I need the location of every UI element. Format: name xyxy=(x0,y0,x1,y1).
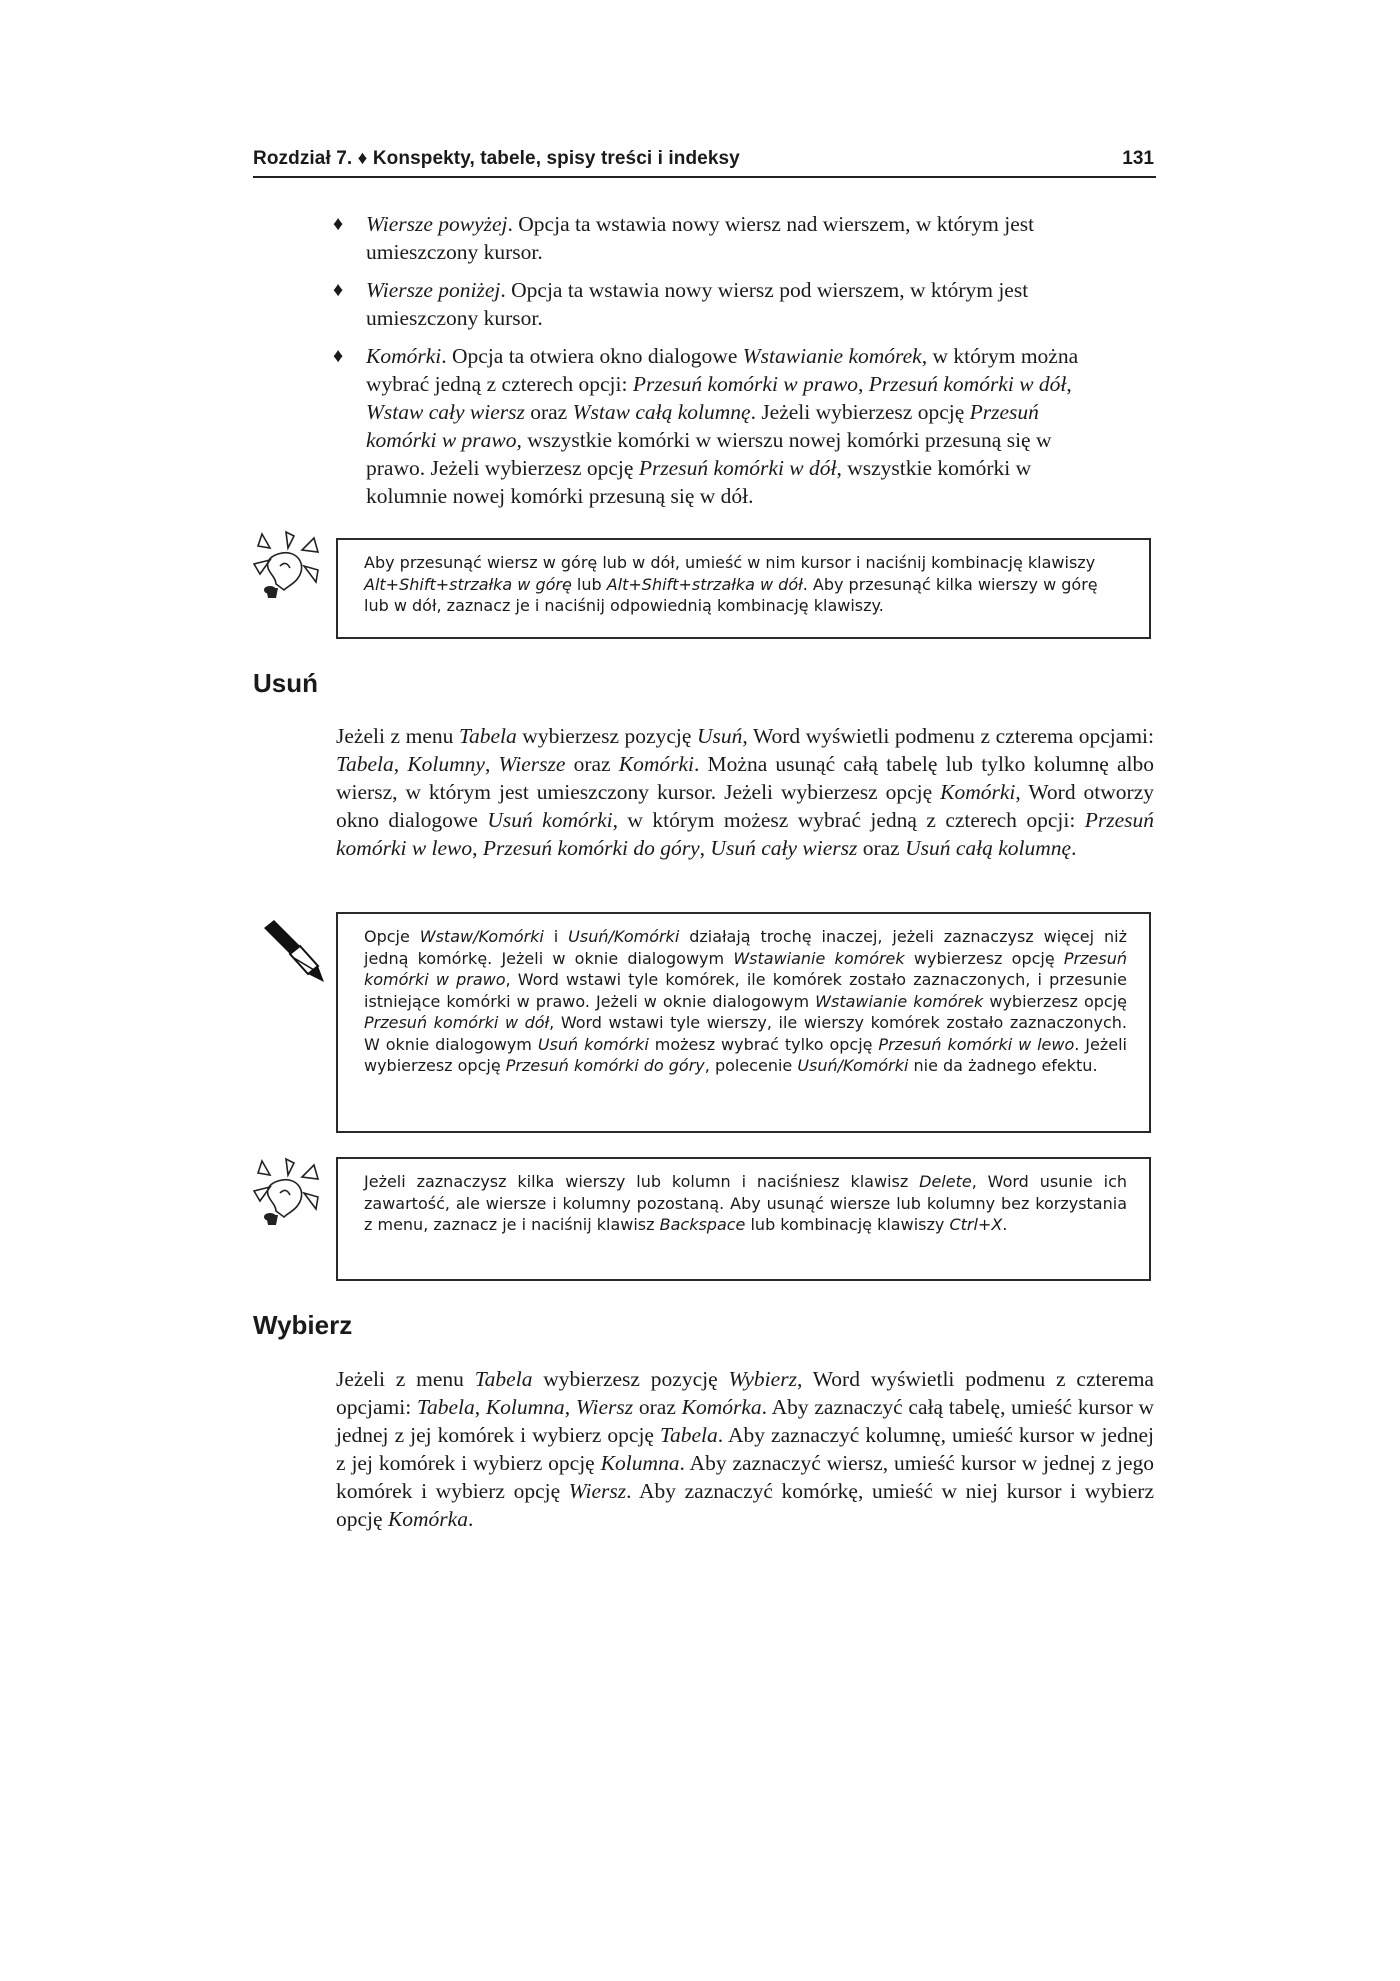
diamond-bullet-icon: ♦ xyxy=(333,345,344,367)
text-run: , xyxy=(474,1395,486,1419)
bullet-term: Wiersze poniżej xyxy=(366,278,501,302)
text-run: wybierzesz pozycję xyxy=(516,724,697,748)
text-run: , xyxy=(393,752,408,776)
text-run: lub kombinację klawiszy xyxy=(745,1215,950,1234)
text-run: , xyxy=(472,836,483,860)
list-item: ♦ Wiersze powyżej. Opcja ta wstawia nowy wiersz nad wierszem, w którym jest umieszczony kursor. xyxy=(333,212,1035,264)
text-run: , Word wyświetli podmenu z czterema opcjami: xyxy=(742,724,1154,748)
text-run: nie da żadnego efektu. xyxy=(908,1056,1098,1075)
italic-term: Wstaw/Komórki xyxy=(419,927,544,946)
italic-term: Przesuń komórki w prawo xyxy=(364,948,1128,989)
italic-term: Przesuń komórki do góry xyxy=(505,1056,705,1075)
text-run: wybierzesz pozycję xyxy=(532,1367,729,1391)
italic-term: Usuń/Komórki xyxy=(797,1056,909,1075)
italic-term: Usuń komórki xyxy=(487,808,613,832)
italic-term: Kolumna xyxy=(600,1451,680,1475)
bullet-term: Wiersze powyżej xyxy=(366,212,508,236)
text-run: , Word wstawi tyle wierszy, ile wierszy komórek zostało zaznaczonych. W oknie dialogowym xyxy=(364,1013,1128,1054)
text-run: i xyxy=(543,927,569,946)
italic-term: Wiersz xyxy=(575,1395,634,1419)
italic-term: Komórki xyxy=(940,780,1016,804)
italic-term: Ctrl+X xyxy=(949,1215,1003,1234)
italic-term: Wstawianie komórek xyxy=(733,948,905,968)
chapter-title: Rozdział 7. ♦ Konspekty, tabele, spisy treści i indeksy xyxy=(253,148,740,169)
bullet-term: Komórki xyxy=(366,344,442,368)
text-run: . Jeżeli wybierzesz opcję xyxy=(364,1034,1127,1075)
text-run: Jeżeli zaznaczysz kilka wierszy lub kolumn i naciśniesz klawisz xyxy=(364,1172,920,1191)
italic-term: Usuń cały wiersz xyxy=(710,836,858,860)
list-item: ♦ Wiersze poniżej. Opcja ta wstawia nowy wiersz pod wierszem, w którym jest umieszczony kursor. xyxy=(333,278,1029,330)
section-heading: Wybierz xyxy=(253,1310,353,1340)
text-run: , w którym możesz wybrać jedną z czterech opcji: xyxy=(612,808,1085,832)
italic-term: Kolumna xyxy=(485,1395,565,1419)
italic-term: Usuń całą kolumnę xyxy=(905,836,1072,860)
text-run: Opcje xyxy=(364,927,420,946)
italic-term: Tabela xyxy=(660,1423,718,1447)
text-run: , xyxy=(564,1395,576,1419)
text-run: . Aby zaznaczyć komórkę, umieść w niej kursor i wybierz opcję xyxy=(336,1479,1154,1531)
text-run: oraz xyxy=(565,752,619,776)
body-paragraph xyxy=(336,722,1154,862)
text-run: . xyxy=(1002,1215,1008,1234)
italic-term: Komórki xyxy=(618,752,694,776)
text-run: wybierzesz opcję xyxy=(904,948,1064,968)
diamond-bullet-icon: ♦ xyxy=(333,213,344,235)
list-item: ♦ Komórki. Opcja ta otwiera okno dialogowe Wstawianie komórek, w którym można wybrać jedną z czterech opcji: Przesuń komórki w prawo, Przesuń komórki w dół, Wstaw cały wiersz oraz Wstaw całą kolumnę. Jeżeli wybierzesz opcję Przesuń komórki w prawo, wszystkie komórki w wierszu nowej komórki przesuną się w prawo. Jeżeli wybierzesz opcję Przesuń komórki w dół, wszystkie komórki w kolumnie nowej komórki przesuną się w dół. xyxy=(333,344,1079,508)
text-run: . xyxy=(1071,836,1077,860)
pencil-icon xyxy=(260,918,326,984)
italic-term: Backspace xyxy=(659,1215,746,1234)
italic-term: Usuń komórki xyxy=(537,1034,649,1054)
italic-term: Tabela xyxy=(416,1395,475,1419)
text-run: , Word otworzy okno dialogowe xyxy=(336,780,1154,832)
text-run: , xyxy=(484,752,499,776)
text-run: możesz wybrać tylko opcję xyxy=(648,1034,879,1054)
lightbulb-icon xyxy=(252,530,324,602)
note-box xyxy=(336,912,1151,1133)
italic-term: Delete xyxy=(919,1172,972,1191)
italic-term: Kolumny xyxy=(407,752,485,776)
text-run: , Word usunie ich zawartość, ale wiersze i kolumny pozostaną. Aby usunąć wiersze lub kolumny bez korzystania z menu, zaznacz je i naciśnij klawisz xyxy=(364,1172,1128,1234)
text-run: . Można usunąć całą tabelę lub tylko kolumnę albo wiersz, w którym jest umieszczony kursor. Jeżeli wybierzesz opcję xyxy=(336,752,1155,804)
italic-term: Przesuń komórki w dół xyxy=(364,1013,550,1032)
italic-term: Tabela xyxy=(336,752,394,776)
italic-term: Przesuń komórki w lewo xyxy=(878,1034,1075,1054)
text-run: . Aby zaznaczyć wiersz, umieść kursor w jednej z jego komórek i wybierz opcję xyxy=(336,1451,1154,1503)
text-run: , xyxy=(699,836,711,860)
italic-term: Usuń/Komórki xyxy=(568,927,680,946)
text-run: Jeżeli z menu xyxy=(336,724,459,748)
italic-term: Tabela xyxy=(474,1367,533,1391)
tip-box xyxy=(336,1157,1151,1281)
running-header xyxy=(253,144,1156,178)
text-run: . Aby zaznaczyć kolumnę, umieść kursor w jednej z jej komórek i wybierz opcję xyxy=(336,1423,1154,1475)
text-run: oraz xyxy=(857,836,906,860)
bullet-list xyxy=(333,210,1090,520)
text-run: działają trochę inaczej, jeżeli zaznaczysz więcej niż jedną komórkę. Jeżeli w oknie dialogowym xyxy=(364,927,1128,968)
text-run: , polecenie xyxy=(704,1056,798,1075)
text-run: , Word wyświetli podmenu z czterema opcjami: xyxy=(336,1367,1154,1419)
tip-box: Aby przesunąć wiersz w górę lub w dół, umieść w nim kursor i naciśnij kombinację klawiszy Alt+Shift+strzałka w górę lub Alt+Shift+strzałka w dół. Aby przesunąć kilka wierszy w górę lub w dół, zaznacz je i naciśnij odpowiednią kombinację klawiszy. xyxy=(336,538,1151,639)
italic-term: Przesuń komórki w lewo xyxy=(336,808,1154,860)
italic-term: Komórka xyxy=(387,1507,468,1531)
italic-term: Przesuń komórki do góry xyxy=(482,836,700,860)
diamond-bullet-icon: ♦ xyxy=(333,279,344,301)
italic-term: Wiersz xyxy=(568,1479,627,1503)
italic-term: Wstawianie komórek xyxy=(815,991,984,1011)
page-number: 131 xyxy=(1122,148,1154,169)
italic-term: Komórka xyxy=(681,1395,762,1419)
text-run: wybierzesz opcję xyxy=(983,991,1127,1011)
text-run: oraz xyxy=(633,1395,682,1419)
italic-term: Wybierz xyxy=(728,1367,797,1391)
text-run: . Aby zaznaczyć całą tabelę, umieść kursor w jednej z jej komórek i wybierz opcję xyxy=(336,1395,1155,1447)
lightbulb-icon xyxy=(252,1157,324,1229)
section-heading: Usuń xyxy=(253,668,318,698)
text-run: , Word wstawi tyle komórek, ile komórek zostało zaznaczonych, i przesunie istniejące komórki w prawo. Jeżeli w oknie dialogowym xyxy=(364,970,1127,1011)
italic-term: Tabela xyxy=(458,724,517,748)
text-run: Jeżeli z menu xyxy=(336,1367,475,1391)
italic-term: Wiersze xyxy=(498,752,566,776)
italic-term: Usuń xyxy=(696,724,743,748)
body-paragraph xyxy=(336,1365,1154,1533)
text-run: . xyxy=(467,1507,474,1531)
